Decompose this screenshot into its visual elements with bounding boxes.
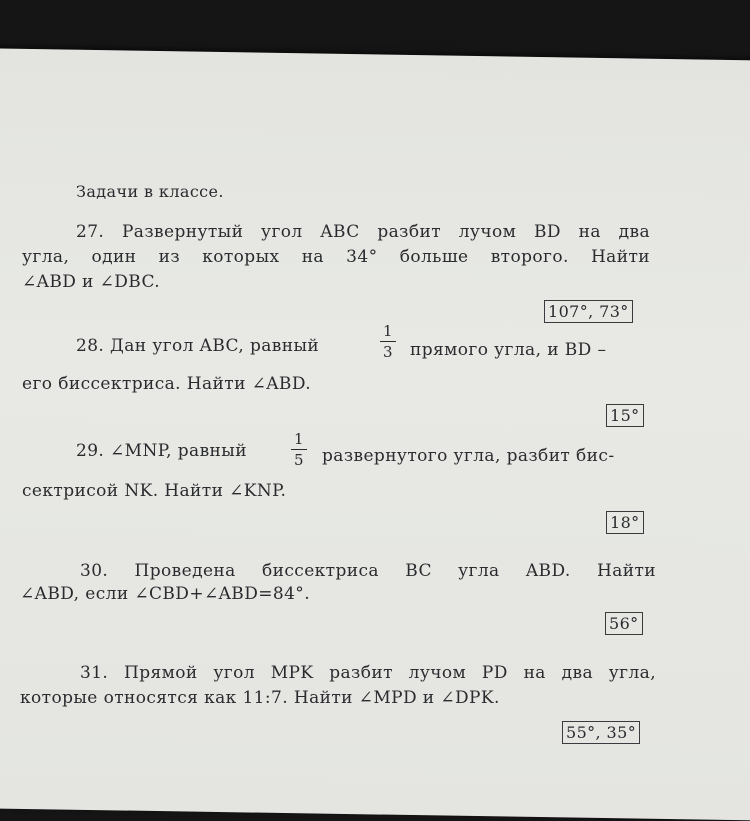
fraction-numerator: 1	[294, 430, 304, 448]
problem-29-line-1-cont: развернутого угла, разбит бис-	[322, 446, 615, 466]
problem-29-answer: 18°	[606, 511, 644, 534]
problem-28-answer: 15°	[606, 404, 644, 427]
fraction-bar	[380, 341, 396, 342]
fraction-bar	[291, 449, 307, 450]
fraction-denominator: 3	[383, 343, 393, 361]
problem-30-line-2: ∠ABD, если ∠CBD+∠ABD=84°.	[20, 584, 311, 604]
problem-27-answer: 107°, 73°	[544, 300, 633, 323]
problem-31-answer: 55°, 35°	[562, 721, 640, 744]
problem-28-line-1-cont: прямого угла, и BD –	[410, 340, 607, 360]
problem-30-line-1: 30. Проведена биссектриса BC угла ABD. Найти	[80, 561, 656, 581]
problem-31-line-2: которые относятся как 11:7. Найти ∠MPD и ∠DPK.	[20, 688, 500, 708]
problem-28-line-2: его биссектриса. Найти ∠ABD.	[22, 374, 312, 394]
section-title: Задачи в классе.	[76, 182, 224, 201]
problem-29-fraction	[291, 430, 307, 469]
problem-28-fraction	[380, 322, 396, 361]
problem-27-line-3: ∠ABD и ∠DBC.	[22, 272, 161, 292]
problem-30-answer: 56°	[605, 612, 643, 635]
fraction-numerator: 1	[383, 322, 393, 340]
fraction-denominator: 5	[294, 451, 304, 469]
problem-28-line-1: 28. Дан угол ABC, равный	[76, 336, 320, 356]
problem-27-line-1: 27. Развернутый угол ABC разбит лучом BD на два	[76, 222, 650, 242]
problem-29-line-1: 29. ∠MNP, равный	[76, 441, 247, 461]
problem-27-line-2: угла, один из которых на 34° больше второго. Найти	[22, 247, 650, 267]
problem-31-line-1: 31. Прямой угол MPK разбит лучом PD на два угла,	[80, 663, 656, 683]
problem-29-line-2: сектрисой NK. Найти ∠KNP.	[22, 481, 287, 501]
